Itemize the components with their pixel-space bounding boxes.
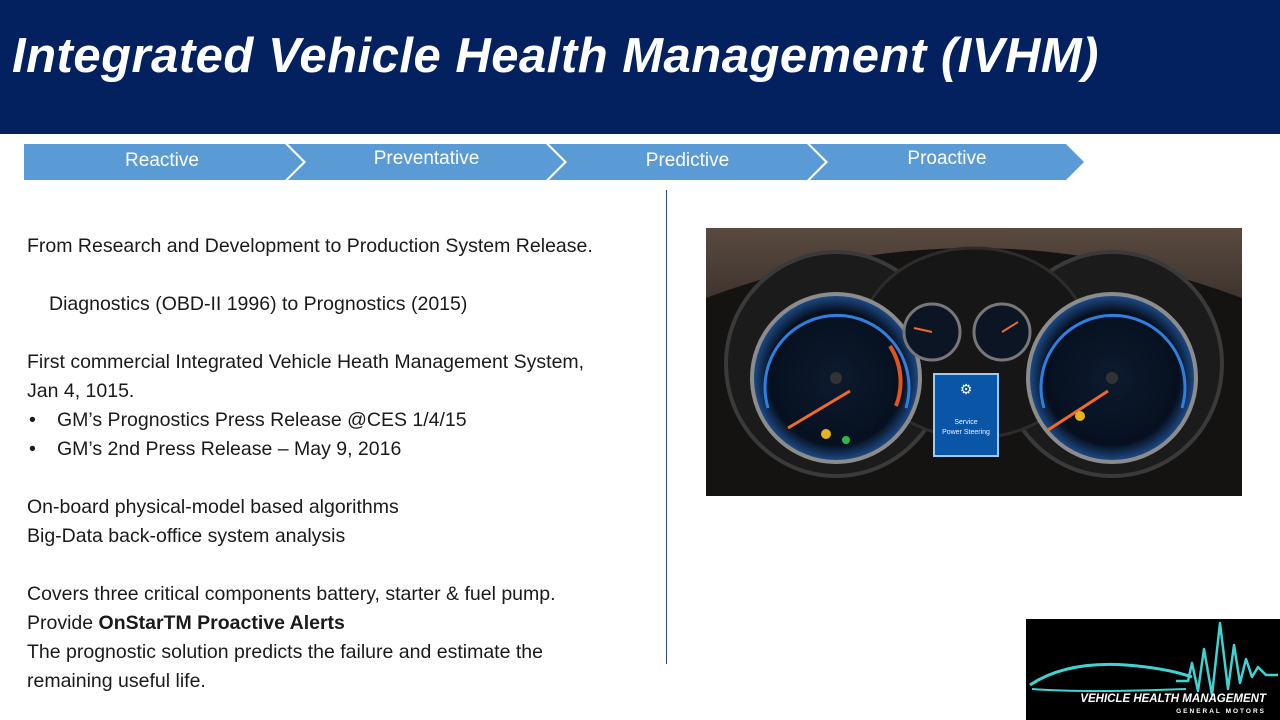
onstar-alerts-text: OnStarTM Proactive Alerts — [98, 612, 345, 634]
dashboard-photo — [706, 228, 1242, 496]
process-step-predictive: Predictive — [645, 150, 730, 171]
first-commercial-date: Jan 4, 1015. — [27, 380, 135, 402]
bullet-marker: • — [29, 438, 36, 460]
vertical-divider — [666, 190, 667, 664]
logo-subtext: GENERAL MOTORS — [1176, 708, 1266, 715]
spacer — [27, 551, 659, 580]
bullet-text: GM’s Prognostics Press Release @CES 1/4/15 — [57, 409, 467, 431]
intro-text: From Research and Development to Production System Release. — [27, 235, 593, 257]
process-arrow-chain — [24, 144, 1084, 180]
body-text — [27, 232, 659, 696]
vehicle-health-management-logo — [1026, 619, 1280, 720]
display-line-2: Power Steering — [942, 429, 990, 436]
bullet-marker: • — [29, 409, 36, 431]
diagnostics-text: Diagnostics (OBD-II 1996) to Prognostics (2015) — [49, 293, 468, 315]
spacer — [27, 464, 659, 493]
svg-text:⚙: ⚙ — [959, 382, 973, 398]
prognostic-text: The prognostic solution predicts the failure and estimate the — [27, 641, 543, 663]
slide-title: Integrated Vehicle Health Management (IVHM) — [12, 29, 1099, 83]
spacer — [27, 319, 659, 348]
provide-text — [27, 609, 659, 638]
display-line-1: Service — [954, 419, 978, 426]
bullet-item — [27, 406, 659, 435]
bullet-text: GM’s 2nd Press Release – May 9, 2016 — [57, 438, 402, 460]
provide-prefix: Provide — [27, 612, 99, 634]
big-data-text: Big-Data back-office system analysis — [27, 525, 346, 547]
process-step-reactive: Reactive — [125, 150, 199, 171]
bullet-item — [27, 435, 659, 464]
first-commercial-text: First commercial Integrated Vehicle Heath Management System, — [27, 351, 585, 373]
process-step-preventative: Preventative — [373, 148, 480, 169]
heartbeat-line-icon — [1176, 623, 1278, 695]
spacer — [27, 261, 659, 290]
prognostic-text-cont: remaining useful life. — [27, 670, 206, 692]
process-step-proactive: Proactive — [907, 148, 987, 169]
logo-text: VEHICLE HEALTH MANAGEMENT — [1080, 693, 1266, 705]
title-bar — [0, 0, 1280, 134]
algorithms-text: On-board physical-model based algorithms — [27, 496, 399, 518]
instrument-cluster-image — [706, 228, 1242, 496]
components-text: Covers three critical components battery, starter & fuel pump. — [27, 583, 556, 605]
